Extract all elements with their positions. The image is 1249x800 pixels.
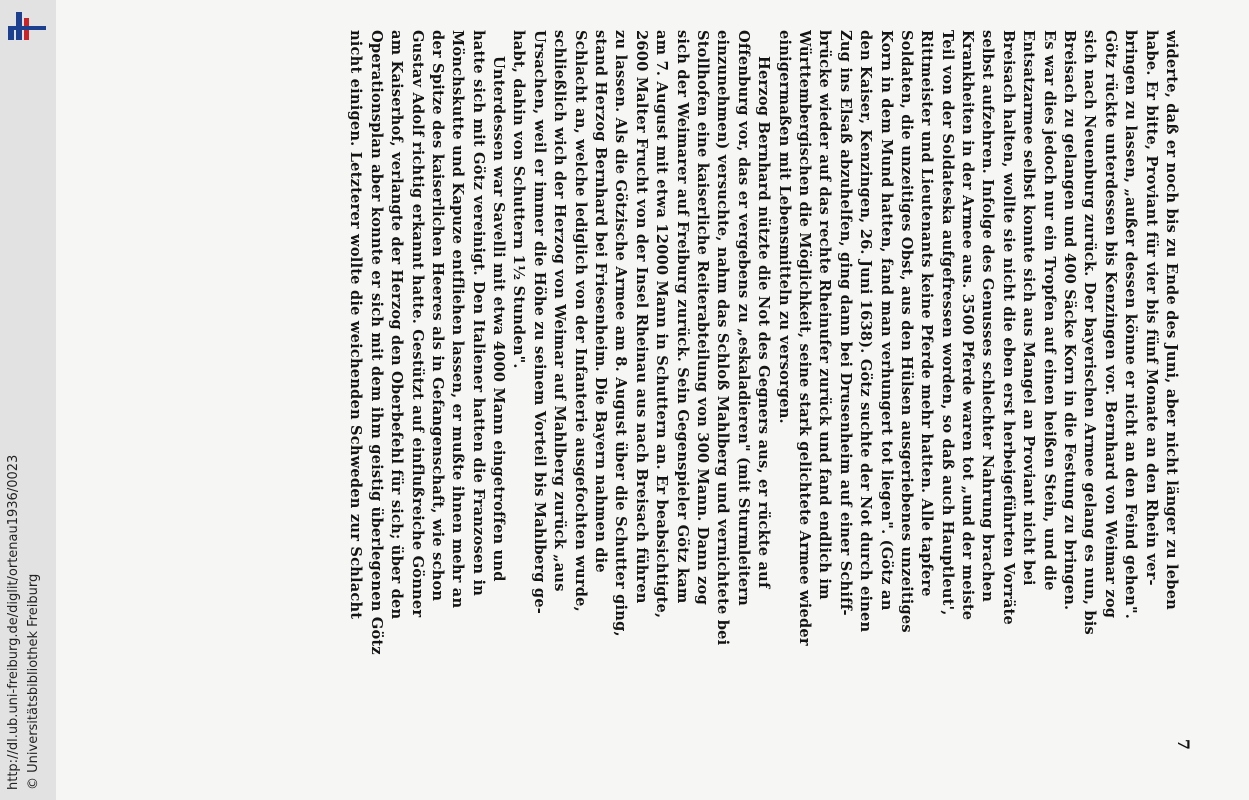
text-line: Mönchskutte und Kapuze entfliehen lassen, er mußte ihnen mehr an bbox=[449, 30, 467, 609]
source-url[interactable]: http://dl.ub.uni-freiburg.de/diglit/ortenau1936/0023 bbox=[6, 454, 21, 790]
text-line: sich nach Neuenburg zurück. Der bayerischen Armee gelang es nun, bis bbox=[1081, 30, 1099, 635]
text-line: Zug ins Elsaß abzuhelfen, ging dann bei Drusenheim auf einer Schiff- bbox=[836, 30, 854, 616]
sidebar-caption bbox=[4, 90, 54, 790]
text-line: Offenburg vor, das er vergebens zu „eskaladieren" (mit Sturmleitern bbox=[734, 30, 752, 606]
text-line: brücke wieder auf das rechte Rheinufer zurück und fand endlich im bbox=[816, 30, 834, 600]
text-line: Es war dies jedoch nur ein Tropfen auf einen heißen Stein, und die bbox=[1040, 30, 1058, 591]
text-line: Unterdessen war Savelli mit etwa 4000 Mann eingetroffen und bbox=[490, 56, 508, 582]
text-line: hatte sich mit Götz vereinigt. Den Italiener hatten die Franzosen in bbox=[469, 30, 487, 597]
text-line: Götz rückte unterdessen bis Kenzingen vor. Bernhard von Weimar zog bbox=[1101, 30, 1119, 619]
text-line: Württembergischen die Möglichkeit, seine stark gelichtete Armee wieder bbox=[795, 30, 813, 646]
text-line: der Spitze des kaiserlichen Heeres als in Gefangenschaft, wie schon bbox=[428, 30, 446, 602]
text-line: Teil von der Soldateska aufgefressen worden, so daß auch Hauptleut', bbox=[938, 30, 956, 616]
text-line: Breisach halten, wollte sie nicht die eben erst herbeigeführten Vorräte bbox=[999, 30, 1017, 625]
page-content bbox=[347, 30, 1193, 770]
text-line: zu lassen. Als die Götzische Armee am 8. August über die Schutter ging, bbox=[612, 30, 630, 637]
text-line: Breisach zu gelangen und 400 Säcke Korn in die Festung zu bringen. bbox=[1061, 30, 1079, 611]
text-line: Operationsplan aber konnte er sich mit dem ihm geistig überlegenen Götz bbox=[367, 30, 385, 655]
text-line: habt, dahin von Schuttern 1½ Stunden". bbox=[510, 30, 528, 369]
text-line: am 7. August mit etwa 12000 Mann in Schuttern an. Er beabsichtigte, bbox=[653, 30, 671, 619]
viewer-sidebar bbox=[0, 0, 56, 800]
text-line: einigermaßen mit Lebensmitteln zu versorgen. bbox=[775, 30, 793, 424]
page-number: 7 bbox=[1174, 738, 1193, 750]
text-line: sich der Weimarer auf Freiburg zurück. Sein Gegenspieler Götz kam bbox=[673, 30, 691, 604]
text-line: nicht einigen. Letzterer wollte die weichenden Schweden zur Schlacht bbox=[347, 30, 365, 620]
text-line: widerte, daß er noch bis zu Ende des Juni, aber nicht länger zu leben bbox=[1163, 30, 1180, 610]
text-line: Gustav Adolf richtig erkannt hatte. Gestützt auf einflußreiche Gönner bbox=[408, 30, 426, 618]
text-line: Soldaten, die unzeitiges Obst, aus den Hülsen ausgeriebenes unzeitiges bbox=[897, 30, 915, 633]
text-line: selbst aufzehren. Infolge des Genusses schlechter Nahrung brachen bbox=[979, 30, 997, 603]
text-line: Ursachen, weil er immer die Höhe zu seinem Vorteil bis Mahlberg ge- bbox=[530, 30, 548, 615]
text-line: Rittmeister und Lieutenants keine Pferde mehr hatten. Alle tapfere bbox=[918, 30, 936, 597]
copyright-notice: © Universitätsbibliothek Freiburg bbox=[26, 573, 41, 790]
text-line: habe. Er bitte, Proviant für vier bis fünf Monate an den Rhein ver- bbox=[1142, 30, 1160, 586]
text-line: einzunehmen) versuchte, nahm das Schloß Mahlberg und vernichtete bei bbox=[714, 30, 732, 646]
scanned-page bbox=[56, 0, 1249, 800]
body-text bbox=[345, 30, 1181, 770]
text-line: stand Herzog Bernhard bei Friesenheim. Die Bayern nahmen die bbox=[592, 30, 610, 573]
text-line: Stollhofen eine kaiserliche Reiterabteilung von 300 Mann. Dann zog bbox=[694, 30, 712, 605]
text-line: Herzog Bernhard nützte die Not des Gegners aus, er rückte auf bbox=[755, 56, 773, 589]
text-line: 2600 Malter Frucht von der Insel Rheinau aus nach Breisach führen bbox=[632, 30, 650, 604]
text-line: Schlacht an, welche lediglich von der Infanterie ausgefochten wurde, bbox=[571, 30, 589, 612]
text-line: schließlich wich der Herzog von Weimar auf Mahlberg zurück „aus bbox=[551, 30, 569, 592]
text-line: Entsatzarmee selbst konnte sich aus Mangel an Proviant nicht bei bbox=[1020, 30, 1038, 586]
text-line: Krankheiten in der Armee aus. 3500 Pferde waren tot „und der meiste bbox=[959, 30, 977, 621]
library-logo-icon bbox=[6, 8, 46, 48]
text-line: bringen zu lassen, „außer dessen könne er nicht an den Feind gehen". bbox=[1122, 30, 1140, 620]
text-line: den Kaiser, Kenzingen, 26. Juni 1638). Götz suchte der Not durch einen bbox=[857, 30, 875, 633]
text-line: am Kaiserhof, verlangte der Herzog den Oberbefehl für sich; über den bbox=[388, 30, 406, 620]
text-line: Korn in dem Mund hatten, fand man verhungert tot liegen". (Götz an bbox=[877, 30, 895, 611]
